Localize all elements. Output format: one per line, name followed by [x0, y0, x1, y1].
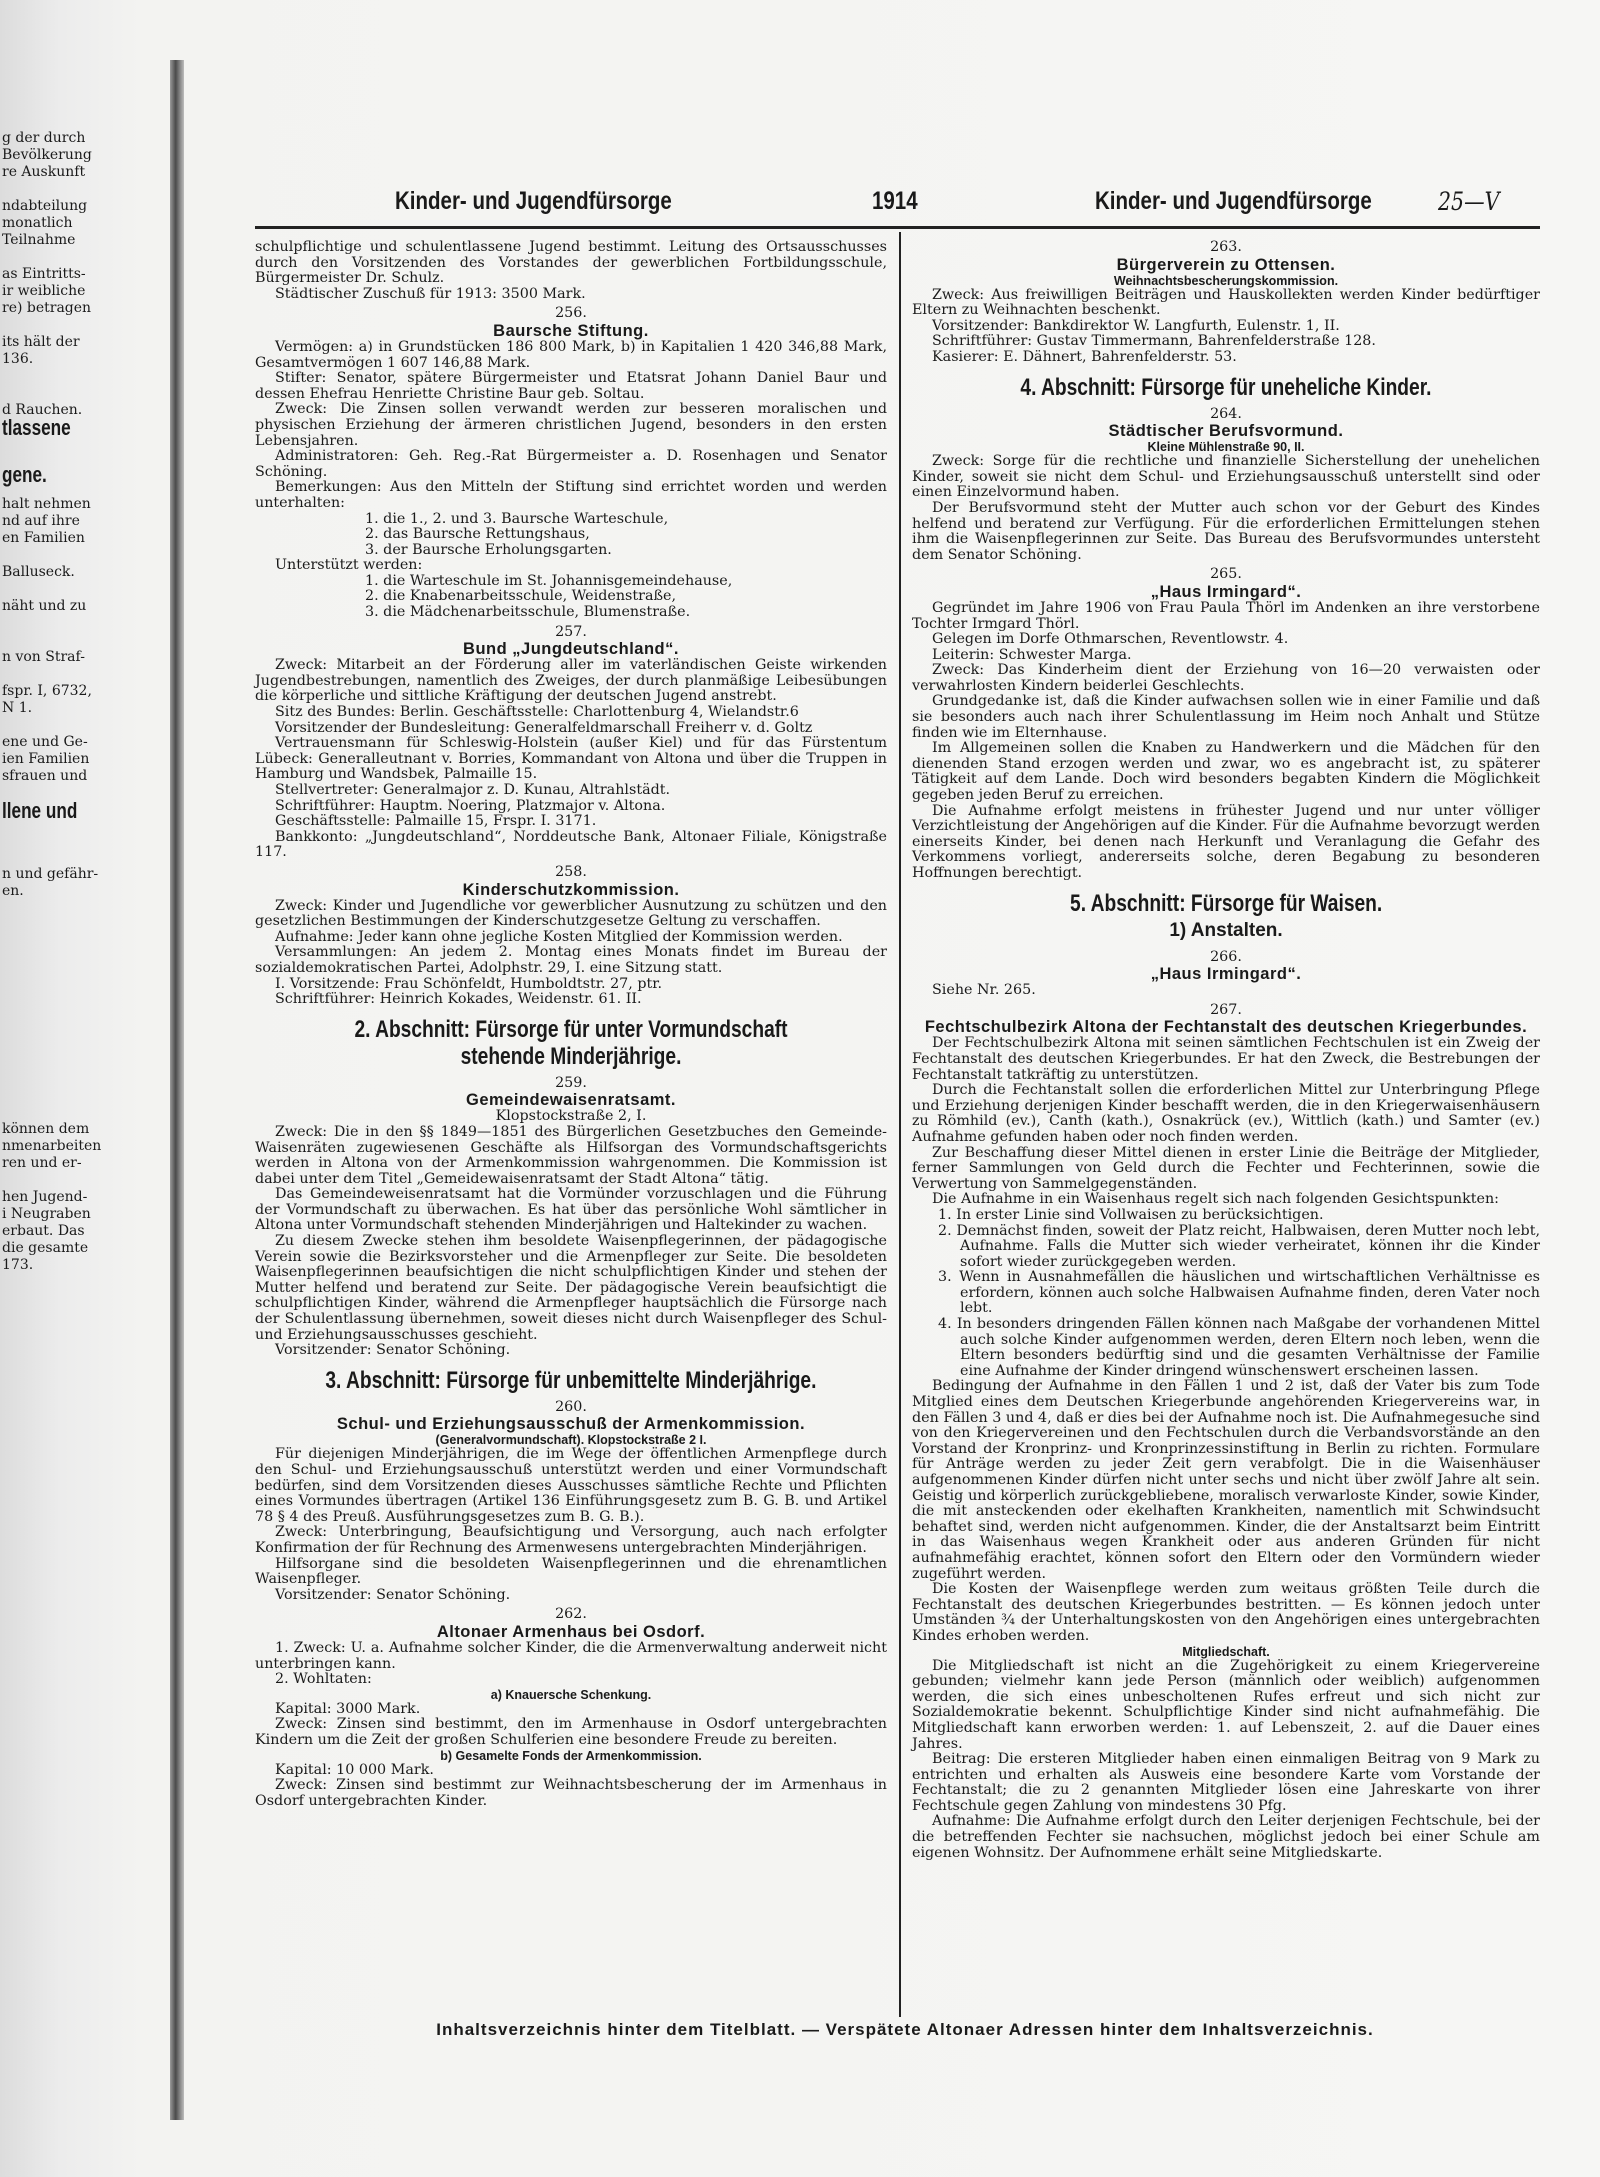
running-header [395, 187, 1575, 227]
strip-line: 136. [2, 351, 34, 367]
entry-title: „Haus Irmingard“. [1150, 582, 1302, 601]
entry-line: Stellvertreter: Generalmajor z. D. Kunau, Altrahlstädt. [275, 782, 671, 798]
entry-line: Leiterin: Schwester Marga. [932, 646, 1132, 663]
strip-line: re) betragen [2, 300, 92, 316]
entry-line: Vermögen: a) in Grundstücken 186 800 Mark, b) in Kapitalien 1 420 346,88 Mark, Gesamtvermögen 1 607 146,88 Mark. [255, 338, 887, 371]
entry-line: Zweck: Zinsen sind bestimmt, den im Armenhause in Osdorf untergebrachten Kindern um die Zeit der großen Schulferien eine besondere Freude zu bereiten. [255, 1716, 887, 1748]
entry-line: Der Berufsvormund steht der Mutter auch schon vor der Geburt des Kindes helfend und beratend zur Verfügung. Für die erforderlichen Ermittelungen stehen ihm die Waisenpflegerinnen zur Seite. Das Bureau des Berufsvormundes untersteht dem Senator Schöning. [912, 499, 1540, 563]
entry-address: Klopstockstraße 2, I. [495, 1108, 647, 1125]
entry-line: Administratoren: Geh. Reg.-Rat Bürgermeister a. D. Rosenhagen und Senator Schöning. [255, 448, 887, 480]
entry-line: Zweck: Unterbringung, Beaufsichtigung und Versorgung, auch nach erfolgter Konfirmation der für Rechnung des Armenwesens untergebrachten Minderjährigen. [255, 1524, 887, 1556]
entry-title: Städtischer Berufsvormund. [1108, 422, 1344, 441]
strip-line: ren und er- [2, 1155, 82, 1171]
entry-line: Im Allgemeinen sollen die Knaben zu Handwerkern und die Mädchen für den dienenden Stand erzogen werden und zwar, wo es angebracht ist, zu späterer Tätigkeit auf dem Lande. Doch wird besonders begabten Kindern die Möglichkeit gegeben jeden Beruf zu erreichen. [912, 740, 1540, 804]
strip-line: g der durch [2, 130, 86, 146]
entry-line: Beitrag: Die ersteren Mitglieder haben einen einmaligen Beitrag von 9 Mark zu entrichten und erhalten als Ausweis eine besondere Karte vom Vorstande der Fechtanstalt; die zu 2 genannten Mitglieder lösen eine Jahreskarte von ihrer Fechtschule gegen Zahlung von mindestens 30 Pfg. [912, 1751, 1540, 1814]
entry-title: Gemeindewaisenratsamt. [466, 1091, 676, 1110]
entry-title: Baursche Stiftung. [493, 321, 649, 340]
entry-line: Zweck: Die Zinsen sollen verwandt werden zur besseren moralischen und physischen Erziehung der ärmeren christlichen Jugend, besonders in den ersten Lebensjahren. [255, 401, 887, 449]
list-item: 2. das Baursche Rettungshaus, [365, 526, 590, 543]
entry-title: „Haus Irmingard“. [1150, 965, 1302, 984]
entry-line: Kasierer: E. Dähnert, Bahrenfelderstr. 53. [932, 348, 1237, 365]
strip-line: as Eintritts- [2, 266, 86, 282]
entry-line: Gelegen im Dorfe Othmarschen, Reventlowstr. 4. [932, 631, 1289, 648]
section-heading [255, 1016, 887, 1070]
list-item: 2. die Knabenarbeitsschule, Weidenstraße, [365, 588, 677, 605]
strip-line: its hält der [2, 334, 80, 350]
entry-line: Grundgedanke ist, daß die Kinder aufwachsen sollen wie in einer Familie und daß sie besonders auch nach ihrer Schulentlassung im Heim noch Anhalt und Stütze finden wie im Elternhause. [912, 693, 1540, 741]
list-item: 2. Demnächst finden, soweit der Platz reicht, Halbwaisen, deren Mutter noch lebt, Aufnahme. Falls die Mutter sich wieder verheiratet, können ihr die Kinder sofort wieder zurückgegeben werden. [938, 1222, 1540, 1270]
entry-number: 259. [555, 1074, 587, 1091]
adjacent-page-strip [0, 130, 178, 2030]
entry-line: Das Gemeindeweisenratsamt hat die Vormünder vorzuschlagen und die Führung der Vormundschaft zu überwachen. Es hat über das persönliche Wohl sämtlicher in Altona unter Vormundschaft stehenden Minderjährigen und Haltekinder zu wachen. [255, 1186, 887, 1234]
section-subheading: 1) Anstalten. [1169, 919, 1283, 941]
entry-line: Vorsitzender: Bankdirektor W. Langfurth, Eulenstr. 1, II. [932, 317, 1340, 334]
strip-line: ndabteilung [2, 198, 88, 214]
list-item: 3. die Mädchenarbeitsschule, Blumenstraße. [365, 604, 691, 621]
entry-line: Die Mitgliedschaft ist nicht an die Zugehörigkeit zu einem Kriegervereine gebunden; vielmehr kann jede Person (männlich oder weiblich) aufgenommen werden, die sich eines unbescholtenen Rufes erfreut und sich nicht zur Sozialdemokratie bekennt. Schulpflichtige Kinder sind nicht aufnahmefähig. Die Mitgliedschaft kann erworben werden: 1. auf Lebenszeit, 2. auf die Dauer eines Jahres. [912, 1657, 1540, 1752]
entry-line: Siehe Nr. 265. [932, 982, 1036, 999]
entry-number: 264. [1210, 405, 1242, 422]
entry-line: Zweck: Aus freiwilligen Beiträgen und Hauskollekten werden Kinder bedürftiger Eltern zu Weihnachten beschenkt. [912, 286, 1540, 319]
entry-line: Zweck: Kinder und Jugendliche vor gewerblicher Ausnutzung zu schützen und den gesetzlichen Bestimmungen der Kinderschutzgesetze Geltung zu verschaffen. [255, 897, 887, 930]
entry-subtitle: a) Knauersche Schenkung. [490, 1687, 652, 1702]
entry-line: Geschäftsstelle: Palmaille 15, Frspr. I. 3171. [275, 813, 597, 830]
strip-line: N 1. [2, 700, 33, 716]
strip-line: re Auskunft [2, 164, 86, 180]
list-item: 4. In besonders dringenden Fällen können nach Maßgabe der vorhandenen Mittel auch solche Kinder aufgenommen werden, deren Eltern noch leben, wenn die Eltern besonders bedürftig sind und die gesamten Verhältnisse der Familie eine Aufnahme der Kinder dringend wünschenswert erscheinen lassen. [938, 1316, 1540, 1379]
list-item: 3. der Baursche Erholungsgarten. [365, 541, 612, 558]
strip-line: n von Straf- [2, 649, 85, 665]
entry-subtitle: (Generalvormundschaft). Klopstockstraße 2 I. [435, 1433, 707, 1448]
entry-line: Vorsitzender: Senator Schöning. [275, 1586, 511, 1603]
strip-line: hen Jugend- [2, 1189, 88, 1205]
entry-line: Bemerkungen: Aus den Mitteln der Stiftung sind errichtet worden und werden unterhalten: [255, 479, 887, 511]
entry-title: Altonaer Armenhaus bei Osdorf. [436, 1622, 706, 1641]
section-heading-text: 2. Abschnitt: Fürsorge für unter Vormundschaft stehende Minderjährige. [354, 1015, 788, 1070]
strip-line: fspr. I, 6732, [2, 683, 92, 699]
entry-line: 2. Wohltaten: [275, 1671, 372, 1688]
list-item: 3. Wenn in Ausnahmefällen die häuslichen und wirtschaftlichen Verhältnisse es erfordern, können auch solche Halbwaisen Aufnahme finden, deren Vater noch lebt. [938, 1269, 1540, 1317]
entry-number: 267. [1210, 1001, 1242, 1018]
zuschuss-text: Städtischer Zuschuß für 1913: 3500 Mark. [275, 285, 586, 302]
left-column [255, 240, 887, 1809]
strip-line: näht und zu [2, 598, 87, 614]
entry-number: 260. [555, 1398, 587, 1415]
strip-line: en. [2, 883, 24, 899]
entry-line: Aufnahme: Jeder kann ohne jegliche Kosten Mitglied der Kommission werden. [275, 928, 843, 945]
entry-line: Der Fechtschulbezirk Altona mit seinen sämtlichen Fechtschulen ist ein Zweig der Fechtanstalt des deutschen Kriegerbundes. Er hat den Zweck, die Bestrebungen der Fechtanstalt tatkräftig zu unterstützen. [912, 1035, 1540, 1083]
strip-line: Balluseck. [2, 564, 75, 580]
section-heading-text: 4. Abschnitt: Fürsorge für uneheliche Kinder. [1020, 373, 1432, 401]
entry-subtitle: Mitgliedschaft. [1182, 1644, 1270, 1659]
entry-subtitle: b) Gesamelte Fonds der Armenkommission. [440, 1748, 702, 1763]
entry-line: Schriftführer: Heinrich Kokades, Weidenstr. 61. II. [275, 991, 642, 1008]
strip-line: halt nehmen [2, 496, 91, 512]
entry-title: Fechtschulbezirk Altona der Fechtanstalt des deutschen Kriegerbundes. [924, 1018, 1528, 1037]
entry-line: Kapital: 10 000 Mark. [275, 1761, 434, 1778]
entry-line: Vertrauensmann für Schleswig-Holstein (außer Kiel) und für das Fürstentum Lübeck: Generalleutnant v. Borries, Kommandant von Altona und über die Truppen in Hamburg und Wandsbek, Palmaille 15. [255, 735, 887, 783]
strip-line: monatlich [2, 215, 73, 231]
entry-line: Schriftführer: Hauptm. Noering, Platzmajor v. Altona. [275, 797, 666, 814]
strip-line: tlassene [2, 415, 71, 440]
entry-line: Unterstützt werden: [275, 557, 423, 574]
entry-number: 263. [1210, 239, 1242, 255]
strip-line: nmenarbeiten [2, 1138, 102, 1154]
entry-line: Zur Beschaffung dieser Mittel dienen in erster Linie die Beiträge der Mitglieder, ferner Sammlungen von Geld durch die Fechter und Fechterinnen, sowie die Verwertung von Sammelgegenständen. [912, 1144, 1540, 1192]
strip-line: ir weibliche [2, 283, 86, 299]
entry-line: Vorsitzender der Bundesleitung: Generalfeldmarschall Freiherr v. d. Goltz [275, 719, 813, 736]
entry-title: Kinderschutzkommission. [462, 880, 680, 899]
entry-number: 257. [555, 623, 587, 640]
entry-number: 265. [1210, 566, 1242, 583]
section-heading-text: 5. Abschnitt: Fürsorge für Waisen. [1069, 889, 1383, 917]
entry-line: Vorsitzender: Senator Schöning. [275, 1342, 511, 1359]
strip-line: können dem [2, 1121, 90, 1137]
section-heading [912, 890, 1540, 917]
entry-line: Bedingung der Aufnahme in den Fällen 1 und 2 ist, daß der Vater bis zum Tode Mitglied eines dem Deutschen Kriegerbunde angehörenden Kriegervereins war, in den Fällen 3 und 4, daß er dies bei der Aufnahme noch ist. Die Aufnahmegesuche sind von den Kriegervereinen und den Fechtschulen durch die Verbandsvorstände an den Vorstand der Kronprinz- und Kronprinzessinstiftung in Berlin zu richten. Formulare für Anträge werden zu jeder Zeit gern verabfolgt. Die in die Waisenhäuser aufgenommenen Kinder dürfen nicht unter sechs und nicht über zwölf Jahre alt sein. Geistig und körperlich zurückgebliebene, moralisch verwarloste Kinder, sowie Kinder, die mit ansteckenden oder ekelhaften Krankheiten, namentlich mit Schwindsucht behaftet sind, werden nicht aufgenommen. Kinder, die der Anstaltsarzt beim Eintritt in das Waisenhaus wegen Krankheit oder aus anderen Gründen für nicht aufnahmefähig erachtet, können sofort den Eltern oder den Vormündern wieder zugeführt werden. [912, 1378, 1540, 1582]
strip-line: n und gefähr- [2, 866, 99, 882]
entry-title: Bund „Jungdeutschland“. [463, 640, 679, 659]
strip-line: Teilnahme [2, 232, 76, 248]
strip-line: d Rauchen. [2, 402, 83, 418]
entry-line: Durch die Fechtanstalt sollen die erforderlichen Mittel zur Unterbringung Pflege und Erziehung derjenigen Kinder beschafft werden, die in den Kriegerwaisenhäusern zu Römhild (ev.), Canth (kath.), Osnakrück (ev.), Wittlich (kath.) und Samter (ev.) Aufnahme gefunden haben oder noch finden werden. [912, 1082, 1540, 1145]
entry-line: Die Kosten der Waisenpflege werden zum weitaus größten Teile durch die Fechtanstalt des deutschen Kriegerbundes bestritten. — Es können jedoch unter Umständen ¾ der Unterhaltungskosten von den Angehörigen eines untergebrachten Kindes erhoben werden. [912, 1581, 1540, 1644]
entry-line: Bankkonto: „Jungdeutschland“, Norddeutsche Bank, Altonaer Filiale, Königstraße 117. [255, 828, 887, 861]
entry-line: Kapital: 3000 Mark. [275, 1700, 421, 1717]
header-right-title: Kinder- und Jugendfürsorge [1095, 187, 1372, 215]
entry-line: Zweck: Mitarbeit an der Förderung aller im vaterländischen Geiste wirkenden Jugendbestrebungen, namentlich des Zweiges, der durch planmäßige Leibesübungen die körperliche und sittliche Kräftigung der deutschen Jugend anstrebt. [255, 657, 887, 705]
entry-address: Kleine Mühlenstraße 90, II. [1147, 440, 1305, 455]
header-left-title: Kinder- und Jugendfürsorge [395, 187, 672, 215]
entry-line: Zweck: Die in den §§ 1849—1851 des Bürgerlichen Gesetzbuches den Gemeinde-Waisenräten zugewiesenen Geschäfte als Hilfsorgan des Vormundschaftsgerichts werden in Altona von der Armenkommission wahrgenommen. Die Kommission ist dabei unter dem Titel „Gemeidewaisenratsamt der Stadt Altona“ tätig. [255, 1123, 887, 1187]
footer-note: Inhaltsverzeichnis hinter dem Titelblatt. — Verspätete Altonaer Adressen hinter dem Inhaltsverzeichnis. [436, 2020, 1374, 2039]
strip-line: erbaut. Das [2, 1223, 85, 1239]
strip-line: i Neugraben [2, 1206, 91, 1222]
entry-line: Zweck: Zinsen sind bestimmt zur Weihnachtsbescherung der im Armenhaus in Osdorf untergebrachten Kinder. [255, 1777, 887, 1809]
strip-line: Bevölkerung [2, 147, 92, 163]
entry-number: 262. [555, 1606, 587, 1623]
entry-title: Schul- und Erziehungsausschuß der Armenkommission. [336, 1415, 806, 1434]
section-heading [912, 374, 1540, 401]
entry-line: 1. Zweck: U. a. Aufnahme solcher Kinder, die die Armenverwaltung anderweit nicht unterbringen kann. [255, 1639, 887, 1672]
entry-line: Versammlungen: An jedem 2. Montag eines Monats findet im Bureau der sozialdemokratischen Partei, Adolphstr. 29, I. eine Sitzung statt. [255, 944, 887, 976]
header-year: 1914 [872, 187, 918, 215]
entry-line: Zweck: Sorge für die rechtliche und finanzielle Sicherstellung der unehelichen Kinder, soweit sie nicht dem Schul- und Erziehungsausschuß unterstellt sind oder einen Einzelvormund haben. [912, 453, 1540, 501]
entry-line: Die Aufnahme in ein Waisenhaus regelt sich nach folgenden Gesichtspunkten: [932, 1191, 1499, 1208]
entry-line: Sitz des Bundes: Berlin. Geschäftsstelle: Charlottenburg 4, Wielandstr.6 [275, 704, 799, 721]
intro-text: schulpflichtige und schulentlassene Jugend bestimmt. Leitung des Ortsausschusses durch den Vorsitzenden des Vorstandes der gewerblichen Fortbildungsschule, Bürgermeister Dr. Schulz. [255, 239, 887, 287]
list-item: 1. die Warteschule im St. Johannisgemeindehause, [365, 572, 733, 589]
entry-line: Aufnahme: Die Aufnahme erfolgt durch den Leiter derjenigen Fechtschule, bei der die betreffenden Fechter sie nachsuchen, möglichst jedoch bei einer Schule am eigenen Wohnsitz. Der Aufnommene erhält seine Mitgliedskarte. [912, 1813, 1540, 1861]
entry-line: Die Aufnahme erfolgt meistens in frühester Jugend und nur unter völliger Verzichtleistung der Angehörigen auf die Kinder. Für die Aufnahme bevorzugt werden einerseits Kinder, bei denen nach Herkunft und Veranlagung die Gefahr des Verkommens vorliegt, andererseits solche, deren Begabung zu besonderen Hoffnungen berechtigt. [912, 802, 1540, 881]
header-rule [255, 226, 1540, 229]
section-heading-text: 3. Abschnitt: Fürsorge für unbemittelte Minderjährige. [325, 1366, 817, 1394]
section-heading [255, 1367, 887, 1394]
right-column [912, 240, 1540, 1861]
column-divider [899, 232, 901, 2017]
entry-line: Schriftführer: Gustav Timmermann, Bahrenfelderstraße 128. [932, 333, 1376, 350]
entry-line: Hilfsorgane sind die besoldeten Waisenpflegerinnen und die ehrenamtlichen Waisenpfleger. [255, 1555, 887, 1588]
strip-line: ene und Ge- [2, 734, 88, 750]
strip-line: nd auf ihre [2, 513, 80, 529]
strip-line: en Familien [2, 530, 85, 546]
list-item: 1. In erster Linie sind Vollwaisen zu berücksichtigen. [938, 1206, 1324, 1223]
entry-line: Zweck: Das Kinderheim dient der Erziehung von 16—20 verwaisten oder verwahrlosten Kindern beiderlei Geschlechts. [912, 662, 1540, 694]
strip-line: 173. [2, 1257, 34, 1273]
entry-number: 266. [1210, 948, 1242, 965]
entry-number: 256. [555, 305, 587, 322]
entry-line: Für diejenigen Minderjährigen, die im Wege der öffentlichen Armenpflege durch den Schul- und Erziehungsausschuß unterstützt werden und einer Vormundschaft bedürfen, sind dem Vorsitzenden dieses Ausschusses sämtliche Rechte und Pflichten eines Vormundes übertragen (Artikel 136 Einführungsgesetz zum B. G. B. und Artikel 78 § 4 des Preuß. Ausführungsgesetzes zum B. G. B.). [255, 1446, 887, 1525]
strip-line: ien Familien [2, 751, 90, 767]
strip-line: die gesamte [2, 1240, 89, 1256]
entry-line: I. Vorsitzende: Frau Schönfeldt, Humboldtstr. 27, ptr. [275, 975, 663, 992]
entry-title: Bürgerverein zu Ottensen. [1116, 255, 1336, 274]
header-page-number: 25—V [1438, 187, 1500, 216]
strip-line: gene. [2, 462, 47, 487]
book-gutter [170, 60, 184, 2120]
entry-line: Zu diesem Zwecke stehen ihm besoldete Waisenpflegerinnen, der pädagogische Verein sowie die Bezirksvorsteher und die Armenpfleger zur Seite. Die besoldeten Waisenpflegerinnen beaufsichtigen die nicht schulpflichtigen Kinder und stehen der Mutter helfend und beratend zur Seite. Der pädagogische Verein beaufsichtigt die schulpflichtigen Kinder, während die Armenpfleger hauptsächlich die Fürsorge nach der Schulentlassung übernehmen, soweit dieses nicht durch Waisenpfleger des Schul- und Erziehungsausschusses geschieht. [255, 1233, 887, 1343]
entry-number: 258. [555, 863, 587, 880]
list-item: 1. die 1., 2. und 3. Baursche Warteschule, [365, 510, 669, 527]
entry-subtitle: Weihnachtsbescherungskommission. [1113, 273, 1339, 288]
entry-line: Stifter: Senator, spätere Bürgermeister und Etatsrat Johann Daniel Baur und dessen Ehefrau Henriette Christine Baur geb. Soltau. [255, 370, 887, 402]
strip-line: llene und [2, 798, 78, 823]
strip-line: sfrauen und [2, 768, 88, 784]
entry-line: Gegründet im Jahre 1906 von Frau Paula Thörl im Andenken an ihre verstorbene Tochter Irmgard Thörl. [912, 599, 1540, 632]
